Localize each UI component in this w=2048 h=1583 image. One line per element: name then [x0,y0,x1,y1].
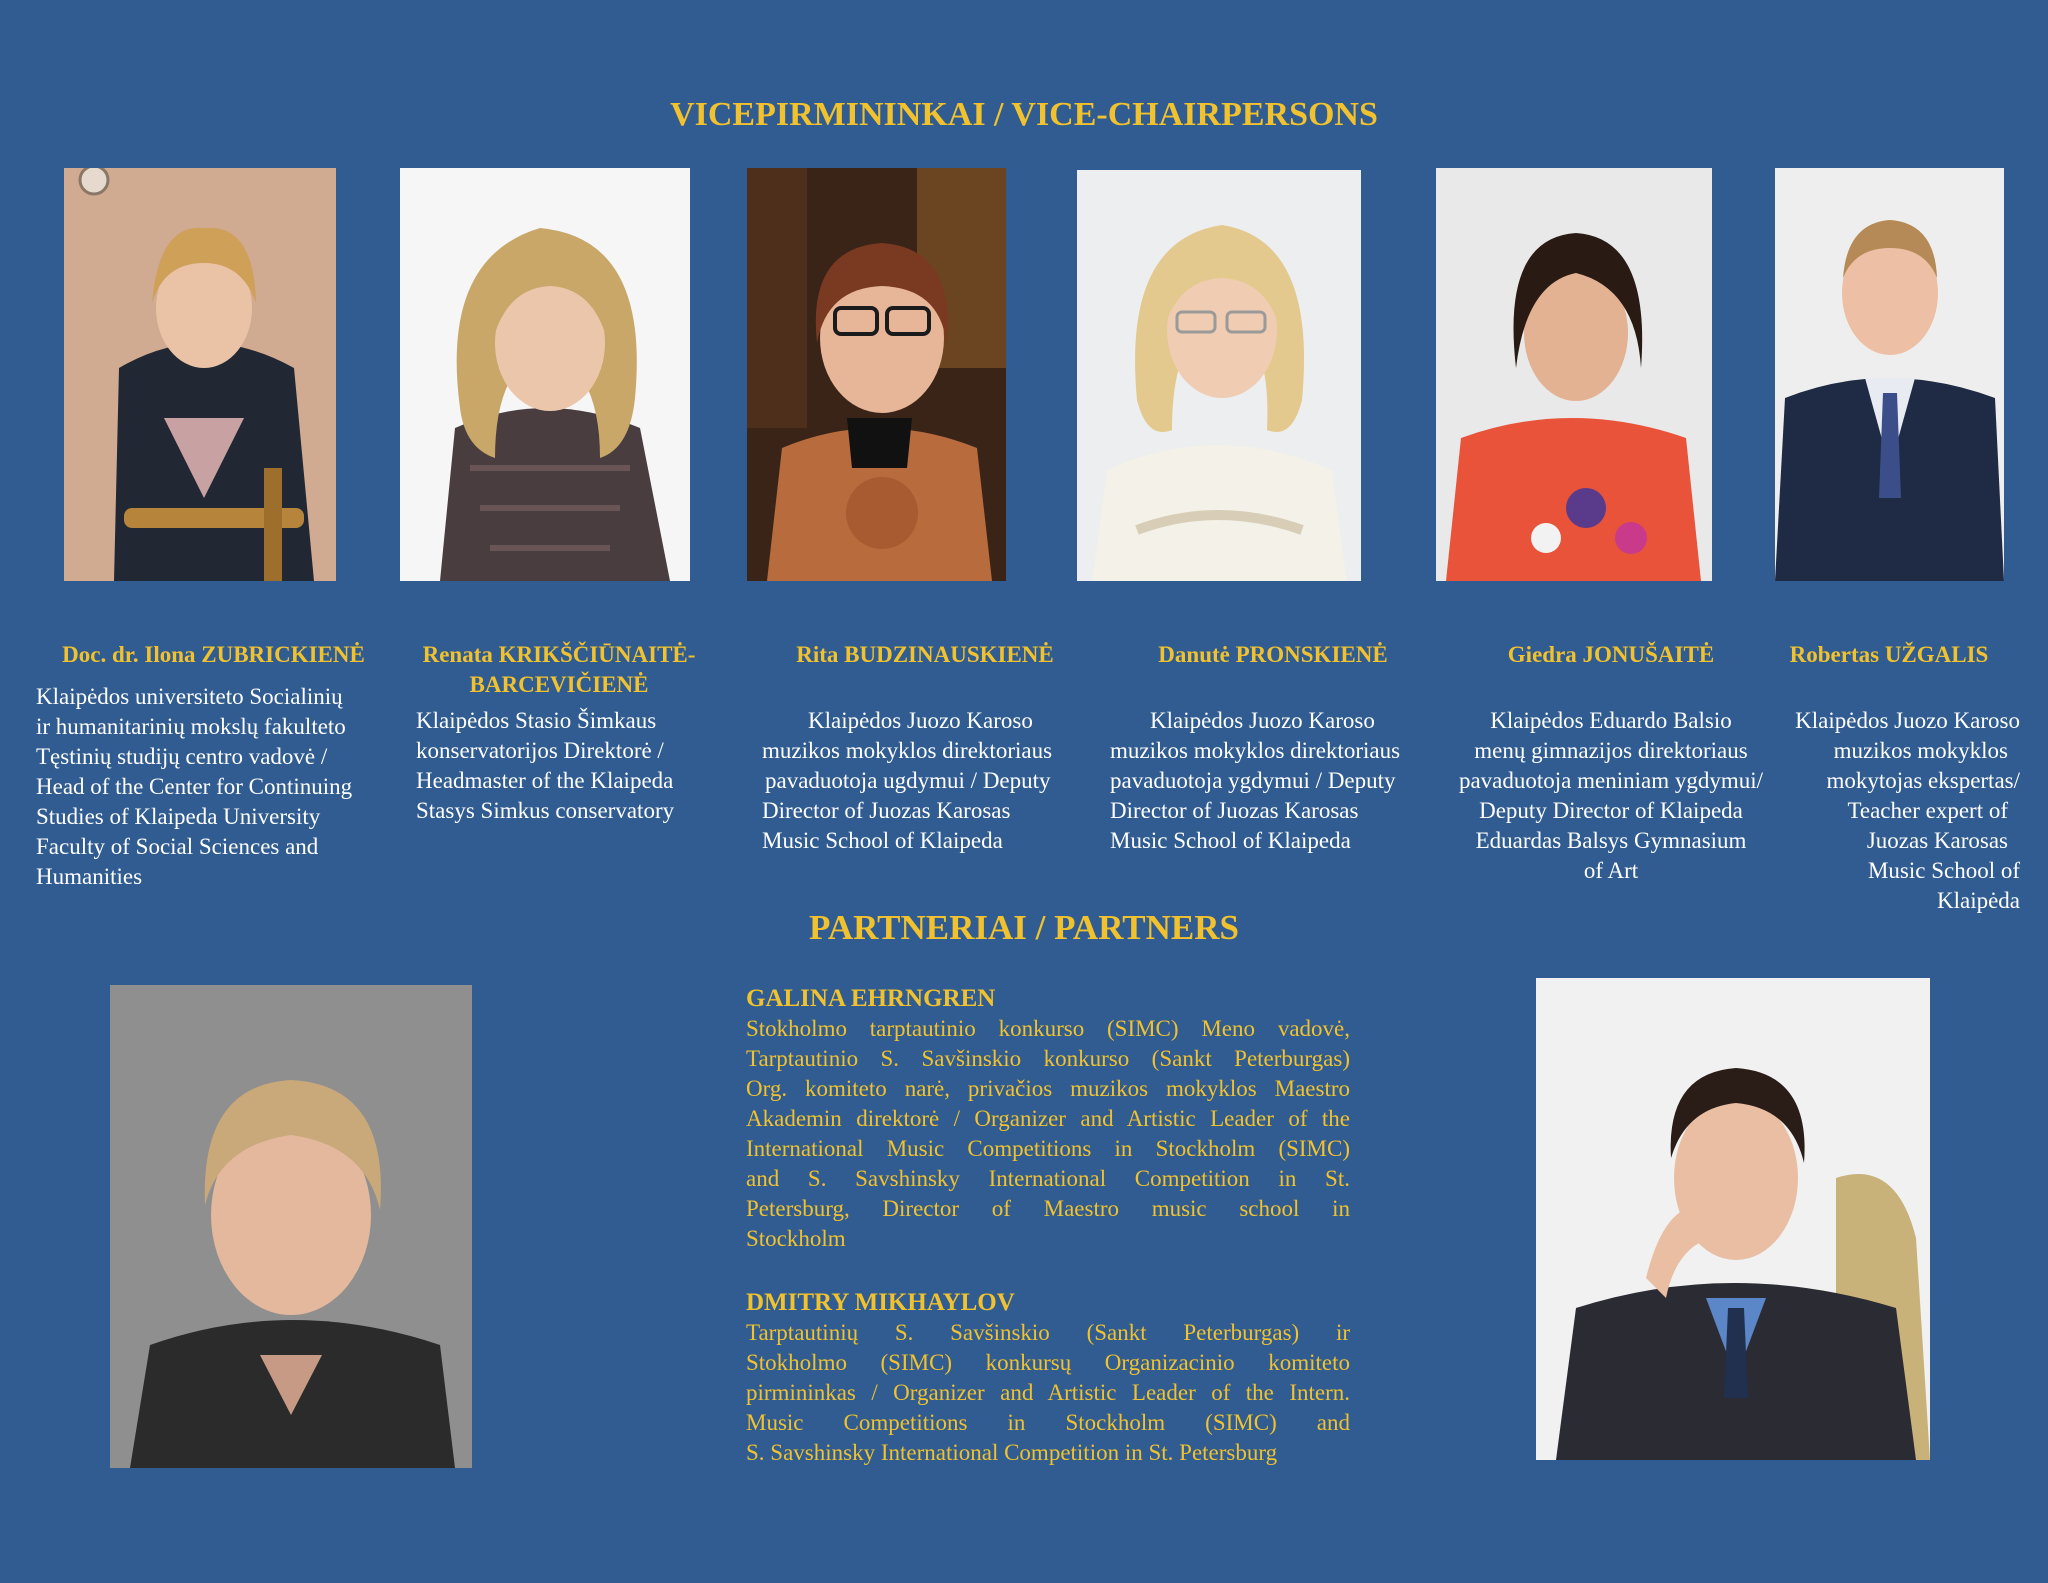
vice-chair-description: Klaipėdos Juozo Karoso muzikos mokyklos mokytojas ekspertas/ Teacher expert of Juozas Karosas Music School of Klaipėda [1795,708,2020,913]
vice-chair-name: Doc. dr. Ilona ZUBRICKIENĖ [62,642,365,667]
vice-chair-description: Klaipėdos Juozo Karoso muzikos mokyklos direktoriaus pavaduotoja ygdymui / Deputy Director of Juozas Karosas Music School of Klaipeda [1110,708,1401,853]
photo-ilona-zubrickiene [64,168,336,581]
partner-description: Tarptautinių S. Savšinskio (Sankt Peterburgas) ir Stokholmo (SIMC) konkursų Organizacinio komiteto pirmininkas / Organizer and Artistic Leader of the Intern. Music Competitions in Stockholm (SIMC) and S. Savshinsky International Competition in St. Petersburg [746,1320,1350,1465]
photo-renata-kriksciunaite-barceviciene [400,168,690,581]
partner-galina-ehrngren [746,984,1350,1254]
vice-chair-2 [404,640,714,826]
partner-name: DMITRY MIKHAYLOV [746,1289,1015,1316]
partner-dmitry-mikhaylov [746,1288,1350,1468]
vice-chair-description: Klaipėdos Stasio Šimkaus konservatorijos Direktorė / Headmaster of the Klaipeda Stasys Simkus conservatory [416,708,675,823]
partner-name: GALINA EHRNGREN [746,985,996,1012]
vice-chair-1 [36,640,391,892]
vice-chair-4 [1108,640,1438,856]
vice-chair-description: Klaipėdos Eduardo Balsio menų gimnazijos direktoriaus pavaduotoja meniniam ygdymui/ Deputy Director of Klaipeda Eduardas Balsys Gymnasium of Art [1458,708,1764,883]
photo-galina-ehrngren [110,985,472,1468]
photo-dmitry-mikhaylov [1536,978,1930,1460]
vice-chair-name: Giedra JONUŠAITĖ [1507,642,1715,667]
photo-giedra-jonusaite [1436,168,1712,581]
vice-chair-3 [760,640,1090,856]
photo-danute-pronskiene [1077,170,1361,581]
vice-chair-name: Renata KRIKŠČIŪNAITĖ- BARCEVIČIENĖ [422,642,696,697]
vice-chair-5 [1440,640,1782,886]
vice-chair-description: Klaipėdos universiteto Socialinių ir humanitarinių mokslų fakulteto Tęstinių studijų centro vadovė / Head of the Center for Continuing Studies of Klaipeda University Faculty of Social Sciences and Humanities [36,684,353,889]
vice-chair-name: Robertas UŽGALIS [1789,642,1989,667]
vice-chairpersons-heading: VICEPIRMININKAI / VICE-CHAIRPERSONS [670,96,1378,133]
vice-chair-description: Klaipėdos Juozo Karoso muzikos mokyklos direktoriaus pavaduotoja ugdymui / Deputy Director of Juozas Karosas Music School of Klaipeda [762,708,1053,853]
photo-rita-budzinauskiene [747,168,1006,581]
photo-robertas-uzgalis [1775,168,2004,581]
partner-description: Stokholmo tarptautinio konkurso (SIMC) Meno vadovė, Tarptautinio S. Savšinskio konkurso (Sankt Peterburgas) Org. komiteto narė, privačios muzikos mokyklos Maestro Akademin direktorė / Organizer and Artistic Leader of the International Music Competitions in Stockholm (SIMC) and S. Savshinsky International Competition in St. Petersburg, Director of Maestro music school in Stockholm [746,1016,1350,1251]
vice-chair-name: Rita BUDZINAUSKIENĖ [796,642,1054,667]
partners-heading: PARTNERIAI / PARTNERS [809,908,1239,947]
vice-chair-6 [1758,640,2020,916]
vice-chair-name: Danutė PRONSKIENĖ [1158,642,1388,667]
